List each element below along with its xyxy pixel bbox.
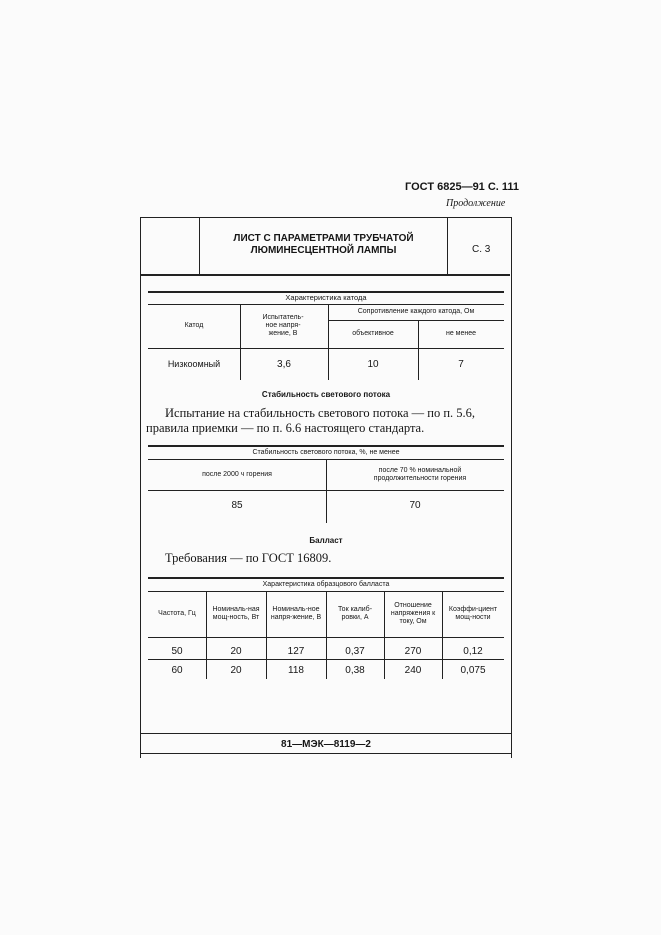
ballast-r2-current: 0,38 — [345, 664, 365, 676]
flux-heading: Стабильность светового потока — [261, 390, 391, 399]
cathode-type-cell: Низкоомный — [167, 359, 221, 369]
ballast-header-voltage: Номиналь-ное напря-жение, В — [270, 606, 322, 621]
ballast-header-power-factor: Коэффи-циент мощ-ности — [448, 606, 498, 621]
objective-resistance-cell: 10 — [367, 358, 379, 370]
col-resistance-header: Сопротивление каждого катода, Ом — [357, 308, 475, 315]
sheet-number: С. 3 — [472, 244, 491, 255]
col-min-header: не менее — [445, 330, 477, 337]
ballast-r2-voltage: 118 — [288, 664, 304, 676]
footer-rule-bottom — [140, 753, 512, 754]
footer-code: 81—МЭК—8119—2 — [281, 739, 371, 750]
continuation-label: Продолжение — [446, 198, 506, 209]
sheet-title-line1: ЛИСТ С ПАРАМЕТРАМИ ТРУБЧАТОЙ — [233, 233, 414, 244]
ballast-r2-ratio: 240 — [404, 664, 422, 676]
title-divider-right — [447, 217, 448, 274]
col-test-voltage-header: Испытатель-ное напря-жение, В — [262, 314, 304, 337]
flux-text-line2: правила приемки — по п. 6.6 настоящего стандарта. — [146, 421, 425, 435]
flux-value-2: 70 — [409, 499, 421, 511]
flux-text-line1: Испытание на стабильность светового потока — по п. 5.6, — [165, 406, 476, 420]
ballast-r1-voltage: 127 — [287, 645, 305, 657]
ballast-table-top — [148, 577, 504, 579]
ballast-heading: Балласт — [309, 536, 343, 545]
col-objective-header: объективное — [352, 330, 394, 337]
ballast-r1-current: 0,37 — [345, 645, 365, 657]
ballast-r1-frequency: 50 — [171, 645, 183, 657]
min-resistance-cell: 7 — [458, 358, 464, 370]
gost-page-number: ГОСТ 6825—91 С. 111 — [405, 181, 520, 193]
footer-rule-top — [140, 733, 512, 734]
col-cathode-header: Катод — [184, 322, 204, 329]
ballast-header-current: Ток калиб-ровки, А — [337, 606, 373, 621]
cathode-table-caption: Характеристика катода — [285, 293, 367, 302]
ballast-header-frequency: Частота, Гц — [158, 610, 196, 617]
flux-col2-header: после 70 % номинальной продолжительности горения — [373, 466, 467, 482]
ballast-header-power: Номиналь-ная мощ-ность, Вт — [212, 606, 260, 621]
flux-header-bottom — [148, 490, 504, 491]
flux-table-caption: Стабильность светового потока, %, не менее — [252, 449, 400, 456]
ballast-r1-power-factor: 0,12 — [463, 645, 483, 657]
ballast-r2-power: 20 — [230, 664, 242, 676]
ballast-r1-power: 20 — [230, 645, 242, 657]
sheet-title-line2: ЛЮМИНЕСЦЕНТНОЙ ЛАМПЫ — [250, 245, 397, 256]
ballast-r2-power-factor: 0,075 — [460, 664, 486, 676]
ballast-header-bottom — [148, 637, 504, 638]
flux-value-1: 85 — [231, 499, 243, 511]
ballast-r1-ratio: 270 — [404, 645, 422, 657]
flux-table-top — [148, 445, 504, 447]
ballast-r2-frequency: 60 — [171, 664, 183, 676]
cathode-header-bottom — [148, 348, 504, 349]
test-voltage-cell: 3,6 — [277, 358, 291, 370]
flux-col1-header: после 2000 ч горения — [202, 470, 272, 478]
ballast-table-caption: Характеристика образцового балласта — [262, 581, 390, 588]
ballast-requirements-text: Требования — по ГОСТ 16809. — [165, 551, 332, 565]
ballast-header-ratio: Отношение напряжения к току, Ом — [390, 602, 436, 625]
